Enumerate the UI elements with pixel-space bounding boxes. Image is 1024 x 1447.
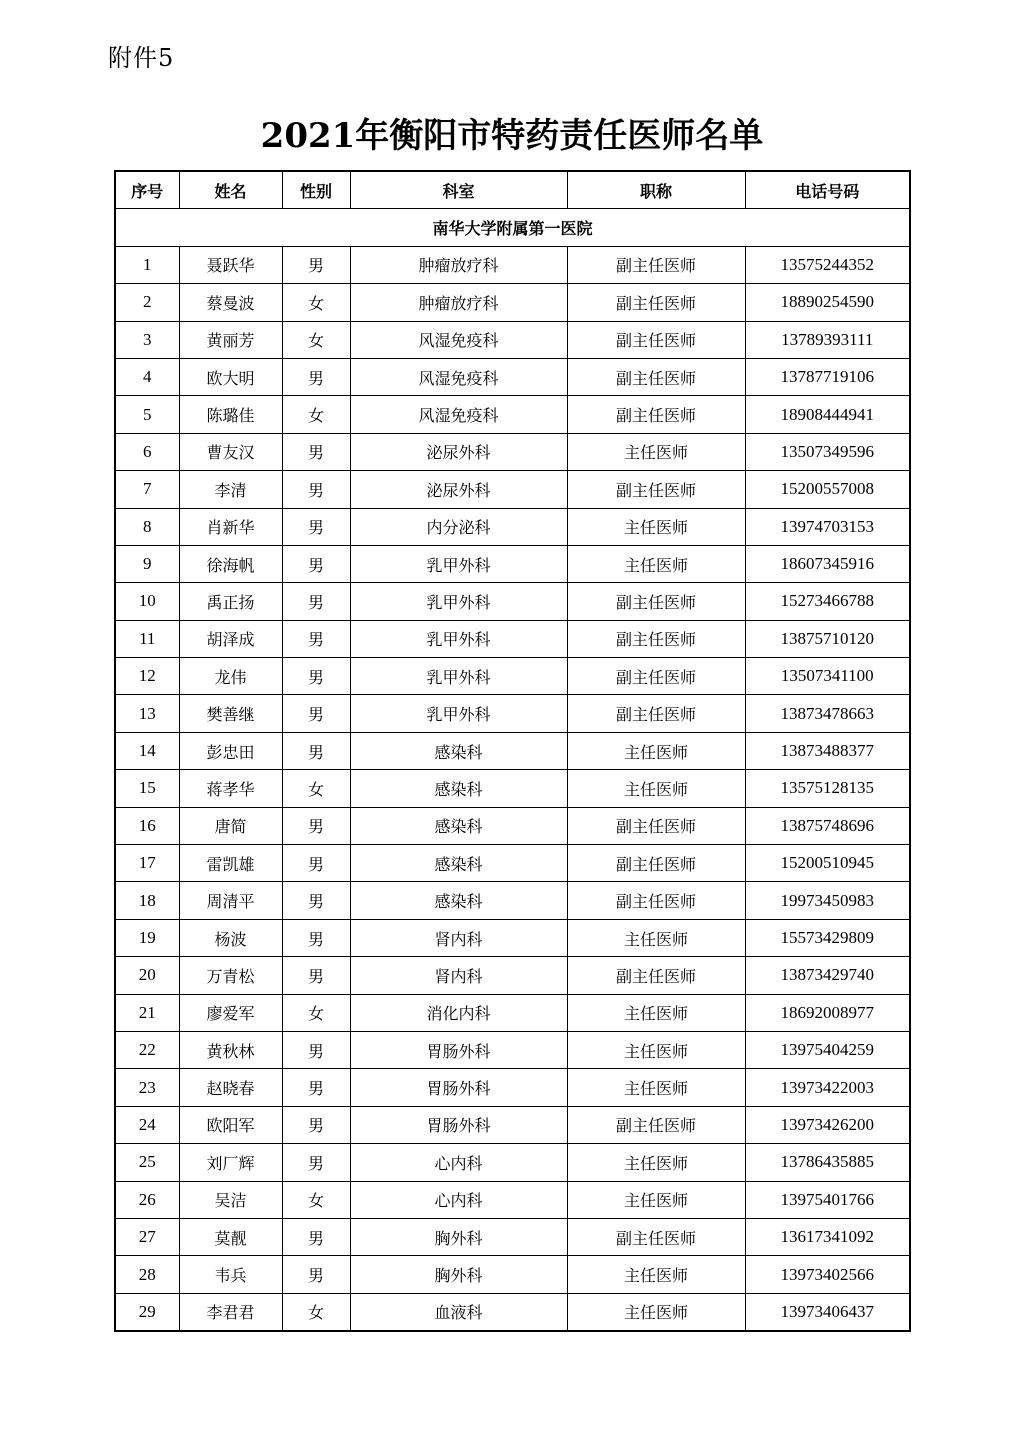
cell-phone: 15200557008 bbox=[745, 471, 910, 508]
cell-name: 吴洁 bbox=[179, 1181, 282, 1218]
cell-department: 乳甲外科 bbox=[350, 658, 567, 695]
cell-name: 莫靓 bbox=[179, 1218, 282, 1255]
cell-phone: 18908444941 bbox=[745, 396, 910, 433]
header-cell-index: 序号 bbox=[115, 171, 179, 209]
cell-name: 周清平 bbox=[179, 882, 282, 919]
cell-title: 副主任医师 bbox=[567, 471, 745, 508]
cell-department: 感染科 bbox=[350, 732, 567, 769]
cell-index: 1 bbox=[115, 246, 179, 283]
cell-department: 胃肠外科 bbox=[350, 1031, 567, 1068]
cell-phone: 13875748696 bbox=[745, 807, 910, 844]
cell-title: 副主任医师 bbox=[567, 620, 745, 657]
cell-phone: 13873488377 bbox=[745, 732, 910, 769]
cell-phone: 18890254590 bbox=[745, 284, 910, 321]
cell-gender: 男 bbox=[282, 845, 350, 882]
cell-gender: 男 bbox=[282, 732, 350, 769]
cell-index: 20 bbox=[115, 957, 179, 994]
cell-department: 风湿免疫科 bbox=[350, 396, 567, 433]
cell-title: 副主任医师 bbox=[567, 807, 745, 844]
cell-phone: 13973406437 bbox=[745, 1293, 910, 1331]
cell-gender: 男 bbox=[282, 807, 350, 844]
cell-title: 主任医师 bbox=[567, 508, 745, 545]
cell-gender: 男 bbox=[282, 882, 350, 919]
cell-department: 感染科 bbox=[350, 845, 567, 882]
cell-index: 10 bbox=[115, 583, 179, 620]
cell-gender: 男 bbox=[282, 957, 350, 994]
cell-index: 28 bbox=[115, 1256, 179, 1293]
cell-phone: 13973402566 bbox=[745, 1256, 910, 1293]
cell-index: 12 bbox=[115, 658, 179, 695]
cell-gender: 女 bbox=[282, 284, 350, 321]
cell-title: 主任医师 bbox=[567, 545, 745, 582]
table-row bbox=[115, 994, 910, 1031]
table-row bbox=[115, 396, 910, 433]
cell-gender: 女 bbox=[282, 396, 350, 433]
cell-name: 黄秋林 bbox=[179, 1031, 282, 1068]
cell-phone: 13873478663 bbox=[745, 695, 910, 732]
cell-phone: 13789393111 bbox=[745, 321, 910, 358]
cell-department: 感染科 bbox=[350, 770, 567, 807]
cell-title: 副主任医师 bbox=[567, 284, 745, 321]
cell-index: 11 bbox=[115, 620, 179, 657]
cell-gender: 男 bbox=[282, 1069, 350, 1106]
cell-title: 副主任医师 bbox=[567, 845, 745, 882]
cell-department: 乳甲外科 bbox=[350, 620, 567, 657]
cell-title: 主任医师 bbox=[567, 1181, 745, 1218]
cell-phone: 13975401766 bbox=[745, 1181, 910, 1218]
cell-title: 副主任医师 bbox=[567, 396, 745, 433]
header-cell-gender: 性别 bbox=[282, 171, 350, 209]
cell-name: 陈璐佳 bbox=[179, 396, 282, 433]
cell-gender: 女 bbox=[282, 321, 350, 358]
header-cell-phone: 电话号码 bbox=[745, 171, 910, 209]
cell-index: 27 bbox=[115, 1218, 179, 1255]
table-row bbox=[115, 1181, 910, 1218]
cell-department: 胸外科 bbox=[350, 1218, 567, 1255]
cell-title: 副主任医师 bbox=[567, 1218, 745, 1255]
cell-phone: 15573429809 bbox=[745, 919, 910, 956]
cell-index: 8 bbox=[115, 508, 179, 545]
table-row bbox=[115, 1144, 910, 1181]
table-row bbox=[115, 284, 910, 321]
cell-phone: 18607345916 bbox=[745, 545, 910, 582]
cell-index: 5 bbox=[115, 396, 179, 433]
cell-phone: 13575244352 bbox=[745, 246, 910, 283]
section-row bbox=[115, 209, 910, 246]
cell-index: 14 bbox=[115, 732, 179, 769]
cell-gender: 女 bbox=[282, 770, 350, 807]
cell-department: 感染科 bbox=[350, 882, 567, 919]
cell-index: 15 bbox=[115, 770, 179, 807]
cell-name: 李清 bbox=[179, 471, 282, 508]
cell-title: 副主任医师 bbox=[567, 321, 745, 358]
cell-gender: 男 bbox=[282, 545, 350, 582]
cell-title: 主任医师 bbox=[567, 770, 745, 807]
cell-index: 19 bbox=[115, 919, 179, 956]
cell-department: 胃肠外科 bbox=[350, 1106, 567, 1143]
cell-name: 刘厂辉 bbox=[179, 1144, 282, 1181]
cell-name: 龙伟 bbox=[179, 658, 282, 695]
cell-gender: 男 bbox=[282, 433, 350, 470]
table-row bbox=[115, 1031, 910, 1068]
cell-index: 17 bbox=[115, 845, 179, 882]
cell-name: 万青松 bbox=[179, 957, 282, 994]
cell-phone: 18692008977 bbox=[745, 994, 910, 1031]
cell-title: 主任医师 bbox=[567, 433, 745, 470]
table-row bbox=[115, 882, 910, 919]
cell-title: 主任医师 bbox=[567, 1293, 745, 1331]
cell-name: 肖新华 bbox=[179, 508, 282, 545]
cell-phone: 13786435885 bbox=[745, 1144, 910, 1181]
cell-gender: 男 bbox=[282, 471, 350, 508]
attachment-label: 附件5 bbox=[108, 44, 175, 72]
table-row bbox=[115, 1256, 910, 1293]
cell-gender: 女 bbox=[282, 1293, 350, 1331]
cell-title: 主任医师 bbox=[567, 1144, 745, 1181]
table-row bbox=[115, 583, 910, 620]
cell-title: 副主任医师 bbox=[567, 882, 745, 919]
table-row bbox=[115, 770, 910, 807]
table-row bbox=[115, 1218, 910, 1255]
document-title: 2021年衡阳市特药责任医师名单 bbox=[260, 116, 764, 156]
table-row bbox=[115, 807, 910, 844]
cell-department: 胃肠外科 bbox=[350, 1069, 567, 1106]
cell-name: 廖爱军 bbox=[179, 994, 282, 1031]
cell-department: 泌尿外科 bbox=[350, 433, 567, 470]
cell-name: 赵晓春 bbox=[179, 1069, 282, 1106]
cell-department: 内分泌科 bbox=[350, 508, 567, 545]
cell-phone: 13787719106 bbox=[745, 358, 910, 395]
cell-index: 4 bbox=[115, 358, 179, 395]
cell-gender: 女 bbox=[282, 1181, 350, 1218]
cell-gender: 男 bbox=[282, 583, 350, 620]
cell-name: 韦兵 bbox=[179, 1256, 282, 1293]
table-row bbox=[115, 1106, 910, 1143]
cell-phone: 15273466788 bbox=[745, 583, 910, 620]
cell-gender: 男 bbox=[282, 658, 350, 695]
cell-index: 3 bbox=[115, 321, 179, 358]
cell-index: 9 bbox=[115, 545, 179, 582]
table-row bbox=[115, 845, 910, 882]
cell-gender: 男 bbox=[282, 358, 350, 395]
cell-index: 21 bbox=[115, 994, 179, 1031]
cell-title: 副主任医师 bbox=[567, 246, 745, 283]
table-row bbox=[115, 1293, 910, 1331]
cell-index: 23 bbox=[115, 1069, 179, 1106]
cell-department: 肿瘤放疗科 bbox=[350, 246, 567, 283]
table-row bbox=[115, 246, 910, 283]
cell-phone: 13575128135 bbox=[745, 770, 910, 807]
table-row bbox=[115, 471, 910, 508]
cell-index: 13 bbox=[115, 695, 179, 732]
cell-phone: 13975404259 bbox=[745, 1031, 910, 1068]
cell-department: 心内科 bbox=[350, 1181, 567, 1218]
table-row bbox=[115, 508, 910, 545]
cell-index: 25 bbox=[115, 1144, 179, 1181]
cell-department: 乳甲外科 bbox=[350, 583, 567, 620]
header-cell-title: 职称 bbox=[567, 171, 745, 209]
cell-gender: 女 bbox=[282, 994, 350, 1031]
header-cell-department: 科室 bbox=[350, 171, 567, 209]
cell-phone: 13873429740 bbox=[745, 957, 910, 994]
cell-department: 血液科 bbox=[350, 1293, 567, 1331]
cell-index: 29 bbox=[115, 1293, 179, 1331]
header-cell-name: 姓名 bbox=[179, 171, 282, 209]
table-row bbox=[115, 1069, 910, 1106]
physician-table bbox=[114, 170, 911, 1332]
cell-index: 7 bbox=[115, 471, 179, 508]
cell-index: 26 bbox=[115, 1181, 179, 1218]
cell-name: 黄丽芳 bbox=[179, 321, 282, 358]
cell-department: 肾内科 bbox=[350, 919, 567, 956]
cell-index: 22 bbox=[115, 1031, 179, 1068]
cell-department: 心内科 bbox=[350, 1144, 567, 1181]
cell-title: 主任医师 bbox=[567, 919, 745, 956]
cell-title: 主任医师 bbox=[567, 1031, 745, 1068]
cell-index: 24 bbox=[115, 1106, 179, 1143]
cell-phone: 13973426200 bbox=[745, 1106, 910, 1143]
cell-department: 胸外科 bbox=[350, 1256, 567, 1293]
cell-title: 主任医师 bbox=[567, 1256, 745, 1293]
cell-gender: 男 bbox=[282, 1144, 350, 1181]
cell-department: 肿瘤放疗科 bbox=[350, 284, 567, 321]
cell-department: 风湿免疫科 bbox=[350, 358, 567, 395]
cell-name: 蔡曼波 bbox=[179, 284, 282, 321]
cell-gender: 男 bbox=[282, 1031, 350, 1068]
cell-phone: 15200510945 bbox=[745, 845, 910, 882]
cell-department: 泌尿外科 bbox=[350, 471, 567, 508]
cell-gender: 男 bbox=[282, 1106, 350, 1143]
cell-title: 主任医师 bbox=[567, 1069, 745, 1106]
cell-department: 乳甲外科 bbox=[350, 695, 567, 732]
table-row bbox=[115, 732, 910, 769]
cell-title: 副主任医师 bbox=[567, 583, 745, 620]
cell-phone: 13617341092 bbox=[745, 1218, 910, 1255]
table-row bbox=[115, 545, 910, 582]
cell-title: 副主任医师 bbox=[567, 358, 745, 395]
cell-phone: 19973450983 bbox=[745, 882, 910, 919]
table-row bbox=[115, 620, 910, 657]
table-header-row bbox=[115, 171, 910, 209]
cell-name: 欧阳军 bbox=[179, 1106, 282, 1143]
cell-gender: 男 bbox=[282, 1218, 350, 1255]
cell-index: 2 bbox=[115, 284, 179, 321]
cell-name: 徐海帆 bbox=[179, 545, 282, 582]
table-row bbox=[115, 433, 910, 470]
cell-phone: 13973422003 bbox=[745, 1069, 910, 1106]
cell-name: 彭忠田 bbox=[179, 732, 282, 769]
cell-name: 李君君 bbox=[179, 1293, 282, 1331]
cell-department: 感染科 bbox=[350, 807, 567, 844]
cell-name: 聂跃华 bbox=[179, 246, 282, 283]
cell-title: 主任医师 bbox=[567, 732, 745, 769]
table-row bbox=[115, 658, 910, 695]
cell-name: 樊善继 bbox=[179, 695, 282, 732]
cell-title: 副主任医师 bbox=[567, 658, 745, 695]
table-row bbox=[115, 358, 910, 395]
cell-gender: 男 bbox=[282, 246, 350, 283]
cell-name: 唐简 bbox=[179, 807, 282, 844]
cell-gender: 男 bbox=[282, 620, 350, 657]
cell-department: 乳甲外科 bbox=[350, 545, 567, 582]
cell-department: 肾内科 bbox=[350, 957, 567, 994]
cell-gender: 男 bbox=[282, 1256, 350, 1293]
cell-index: 16 bbox=[115, 807, 179, 844]
cell-gender: 男 bbox=[282, 695, 350, 732]
cell-title: 主任医师 bbox=[567, 994, 745, 1031]
cell-department: 风湿免疫科 bbox=[350, 321, 567, 358]
cell-name: 欧大明 bbox=[179, 358, 282, 395]
cell-title: 副主任医师 bbox=[567, 957, 745, 994]
cell-phone: 13507349596 bbox=[745, 433, 910, 470]
table-row bbox=[115, 695, 910, 732]
cell-name: 杨波 bbox=[179, 919, 282, 956]
section-label: 南华大学附属第一医院 bbox=[115, 209, 910, 246]
cell-name: 雷凯雄 bbox=[179, 845, 282, 882]
cell-name: 蒋孝华 bbox=[179, 770, 282, 807]
cell-phone: 13875710120 bbox=[745, 620, 910, 657]
cell-phone: 13507341100 bbox=[745, 658, 910, 695]
table-row bbox=[115, 321, 910, 358]
cell-title: 副主任医师 bbox=[567, 695, 745, 732]
cell-title: 副主任医师 bbox=[567, 1106, 745, 1143]
cell-gender: 男 bbox=[282, 919, 350, 956]
cell-phone: 13974703153 bbox=[745, 508, 910, 545]
cell-name: 曹友汉 bbox=[179, 433, 282, 470]
table-row bbox=[115, 919, 910, 956]
cell-gender: 男 bbox=[282, 508, 350, 545]
table-row bbox=[115, 957, 910, 994]
cell-name: 禹正扬 bbox=[179, 583, 282, 620]
cell-index: 18 bbox=[115, 882, 179, 919]
cell-index: 6 bbox=[115, 433, 179, 470]
cell-department: 消化内科 bbox=[350, 994, 567, 1031]
cell-name: 胡泽成 bbox=[179, 620, 282, 657]
